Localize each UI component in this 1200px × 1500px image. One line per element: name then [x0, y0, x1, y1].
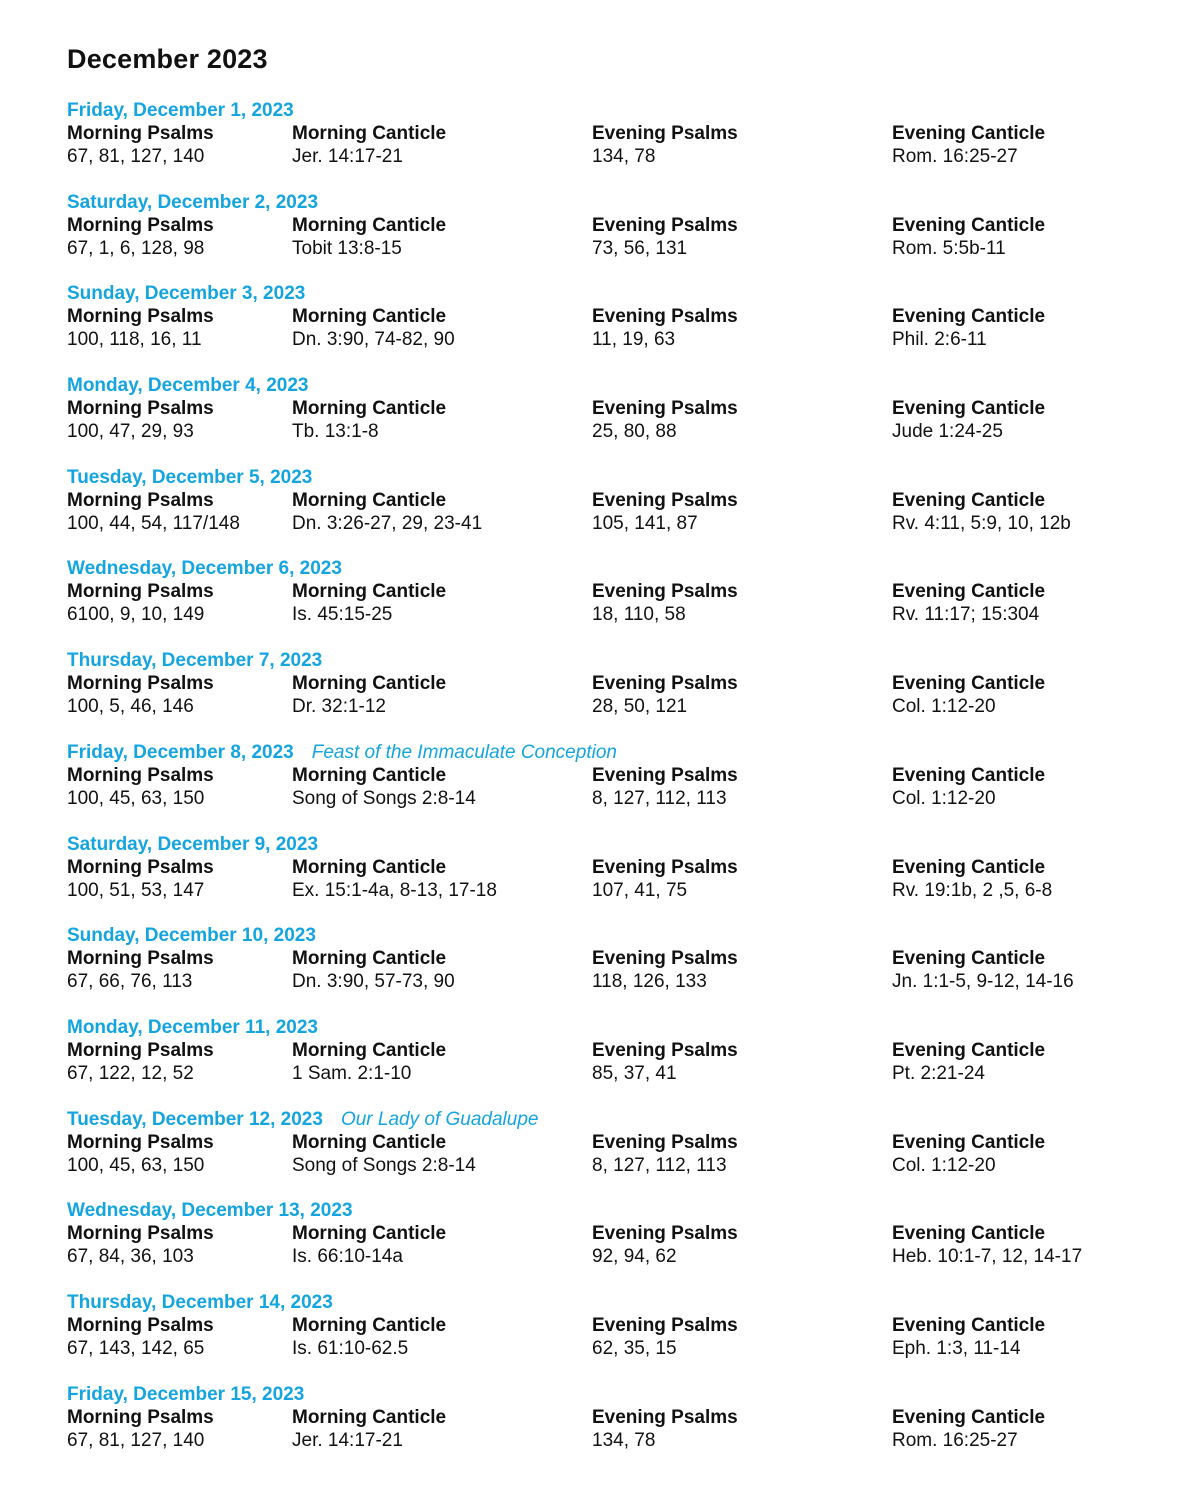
evening-psalms-label: Evening Psalms — [592, 673, 738, 695]
evening-psalms-label: Evening Psalms — [592, 1223, 738, 1245]
evening-psalms-label: Evening Psalms — [592, 764, 738, 786]
day-entry — [67, 742, 1177, 834]
day-entry — [67, 283, 1177, 375]
morning-canticle-label: Morning Canticle — [292, 948, 447, 970]
evening-psalms-value: 62, 35, 15 — [592, 1337, 677, 1359]
morning-psalms-value: 6100, 9, 10, 149 — [67, 604, 205, 626]
day-entry — [67, 1017, 1177, 1109]
morning-psalms-label: Morning Psalms — [67, 1314, 214, 1336]
morning-canticle-label: Morning Canticle — [292, 214, 447, 236]
evening-canticle-value: Rv. 11:17; 15:304 — [892, 604, 1040, 626]
evening-psalms-label: Evening Psalms — [592, 214, 738, 236]
column-labels — [67, 1040, 1177, 1063]
evening-psalms-value: 105, 141, 87 — [592, 512, 698, 534]
date-line — [67, 1200, 1177, 1223]
evening-psalms-label: Evening Psalms — [592, 1039, 738, 1061]
date-line — [67, 467, 1177, 490]
date-line — [67, 375, 1177, 398]
day-entry — [67, 100, 1177, 192]
day-entry — [67, 467, 1177, 559]
day-date: Friday, December 8, 2023 — [67, 741, 294, 763]
morning-psalms-label: Morning Psalms — [67, 214, 214, 236]
date-line — [67, 834, 1177, 857]
column-labels — [67, 398, 1177, 421]
evening-psalms-label: Evening Psalms — [592, 1131, 738, 1153]
feast-name: Our Lady of Guadalupe — [340, 1108, 539, 1130]
morning-psalms-value: 67, 84, 36, 103 — [67, 1246, 194, 1268]
evening-canticle-value: Heb. 10:1-7, 12, 14-17 — [892, 1246, 1083, 1268]
evening-canticle-value: Rom. 16:25-27 — [892, 146, 1018, 167]
day-entries-list — [67, 100, 1177, 1475]
column-labels — [67, 123, 1177, 146]
column-labels — [67, 1132, 1177, 1155]
reading-values — [67, 604, 1177, 627]
evening-canticle-label: Evening Canticle — [892, 1314, 1046, 1336]
evening-psalms-value: 8, 127, 112, 113 — [592, 787, 727, 809]
morning-canticle-label: Morning Canticle — [292, 489, 447, 511]
day-entry — [67, 1109, 1177, 1201]
reading-values — [67, 1155, 1177, 1178]
column-labels — [67, 948, 1177, 971]
evening-psalms-label: Evening Psalms — [592, 398, 738, 420]
day-entry — [67, 192, 1177, 284]
reading-values — [67, 788, 1177, 811]
evening-psalms-label: Evening Psalms — [592, 123, 738, 144]
morning-psalms-value: 100, 45, 63, 150 — [67, 787, 205, 809]
day-date: Wednesday, December 6, 2023 — [67, 558, 342, 580]
evening-canticle-label: Evening Canticle — [892, 1039, 1046, 1061]
day-date: Thursday, December 14, 2023 — [67, 1291, 333, 1313]
morning-canticle-value: Song of Songs 2:8-14 — [292, 787, 476, 809]
morning-psalms-value: 67, 81, 127, 140 — [67, 1429, 205, 1451]
morning-psalms-value: 67, 1, 6, 128, 98 — [67, 237, 205, 259]
evening-canticle-label: Evening Canticle — [892, 123, 1046, 144]
day-entry — [67, 925, 1177, 1017]
reading-values — [67, 146, 1177, 169]
evening-canticle-label: Evening Canticle — [892, 1131, 1046, 1153]
reading-values — [67, 696, 1177, 719]
date-line — [67, 1109, 1177, 1132]
morning-psalms-label: Morning Psalms — [67, 1039, 214, 1061]
evening-psalms-label: Evening Psalms — [592, 1314, 738, 1336]
evening-canticle-label: Evening Canticle — [892, 948, 1046, 970]
day-date: Saturday, December 2, 2023 — [67, 191, 319, 213]
column-labels — [67, 215, 1177, 238]
reading-values — [67, 971, 1177, 994]
morning-canticle-label: Morning Canticle — [292, 1314, 447, 1336]
evening-psalms-value: 118, 126, 133 — [592, 971, 707, 993]
morning-psalms-label: Morning Psalms — [67, 1223, 214, 1245]
column-labels — [67, 1315, 1177, 1338]
evening-canticle-value: Jn. 1:1-5, 9-12, 14-16 — [892, 971, 1074, 993]
reading-values — [67, 1430, 1177, 1453]
morning-canticle-value: Dr. 32:1-12 — [292, 696, 386, 718]
morning-canticle-value: Ex. 15:1-4a, 8-13, 17-18 — [292, 879, 497, 901]
column-labels — [67, 765, 1177, 788]
day-date: Thursday, December 7, 2023 — [67, 650, 323, 672]
evening-canticle-value: Phil. 2:6-11 — [892, 329, 987, 351]
reading-values — [67, 1338, 1177, 1361]
evening-psalms-label: Evening Psalms — [592, 306, 738, 328]
day-entry — [67, 650, 1177, 742]
date-line — [67, 558, 1177, 581]
day-date: Monday, December 4, 2023 — [67, 375, 309, 397]
column-labels — [67, 1223, 1177, 1246]
reading-values — [67, 238, 1177, 261]
morning-canticle-value: Jer. 14:17-21 — [292, 1429, 403, 1451]
evening-canticle-value: Rom. 5:5b-11 — [892, 237, 1006, 259]
evening-canticle-value: Rv. 19:1b, 2 ,5, 6-8 — [892, 879, 1053, 901]
morning-psalms-value: 100, 118, 16, 11 — [67, 329, 202, 351]
reading-values — [67, 880, 1177, 903]
morning-canticle-value: Is. 45:15-25 — [292, 604, 393, 626]
date-line — [67, 925, 1177, 948]
day-date: Friday, December 1, 2023 — [67, 100, 294, 121]
day-entry — [67, 834, 1177, 926]
date-line — [67, 742, 1177, 765]
evening-psalms-value: 25, 80, 88 — [592, 421, 677, 443]
evening-psalms-value: 73, 56, 131 — [592, 237, 688, 259]
evening-psalms-label: Evening Psalms — [592, 948, 738, 970]
day-date: Wednesday, December 13, 2023 — [67, 1200, 353, 1222]
evening-canticle-value: Jude 1:24-25 — [892, 421, 1003, 443]
morning-psalms-label: Morning Psalms — [67, 581, 214, 603]
morning-canticle-value: Dn. 3:90, 57-73, 90 — [292, 971, 455, 993]
evening-canticle-label: Evening Canticle — [892, 581, 1046, 603]
day-date: Sunday, December 10, 2023 — [67, 925, 316, 947]
morning-canticle-value: 1 Sam. 2:1-10 — [292, 1062, 412, 1084]
morning-canticle-label: Morning Canticle — [292, 306, 447, 328]
morning-psalms-label: Morning Psalms — [67, 1406, 214, 1428]
evening-psalms-label: Evening Psalms — [592, 489, 738, 511]
morning-canticle-label: Morning Canticle — [292, 1223, 447, 1245]
evening-canticle-label: Evening Canticle — [892, 214, 1046, 236]
evening-canticle-label: Evening Canticle — [892, 673, 1046, 695]
morning-psalms-label: Morning Psalms — [67, 489, 214, 511]
evening-canticle-label: Evening Canticle — [892, 1406, 1046, 1428]
reading-values — [67, 1063, 1177, 1086]
column-labels — [67, 673, 1177, 696]
evening-canticle-label: Evening Canticle — [892, 306, 1046, 328]
feast-name: Feast of the Immaculate Conception — [311, 741, 617, 763]
column-labels — [67, 306, 1177, 329]
page-title: December 2023 — [67, 44, 268, 74]
evening-canticle-value: Col. 1:12-20 — [892, 787, 996, 809]
evening-canticle-label: Evening Canticle — [892, 764, 1046, 786]
day-date: Sunday, December 3, 2023 — [67, 283, 306, 305]
morning-canticle-value: Tobit 13:8-15 — [292, 237, 402, 259]
morning-canticle-value: Tb. 13:1-8 — [292, 421, 379, 443]
evening-canticle-value: Rv. 4:11, 5:9, 10, 12b — [892, 512, 1071, 534]
date-line — [67, 283, 1177, 306]
evening-psalms-value: 18, 110, 58 — [592, 604, 686, 626]
morning-psalms-value: 100, 44, 54, 117/148 — [67, 512, 240, 534]
morning-psalms-value: 100, 51, 53, 147 — [67, 879, 205, 901]
morning-psalms-label: Morning Psalms — [67, 764, 214, 786]
evening-psalms-value: 28, 50, 121 — [592, 696, 688, 718]
morning-canticle-value: Jer. 14:17-21 — [292, 146, 403, 167]
evening-canticle-label: Evening Canticle — [892, 398, 1046, 420]
morning-psalms-value: 67, 143, 142, 65 — [67, 1337, 205, 1359]
evening-psalms-label: Evening Psalms — [592, 1406, 738, 1428]
evening-psalms-value: 85, 37, 41 — [592, 1062, 677, 1084]
evening-canticle-value: Col. 1:12-20 — [892, 1154, 996, 1176]
reading-values — [67, 329, 1177, 352]
evening-psalms-value: 107, 41, 75 — [592, 879, 688, 901]
date-line — [67, 100, 1177, 123]
morning-psalms-value: 67, 81, 127, 140 — [67, 146, 205, 167]
morning-canticle-label: Morning Canticle — [292, 1131, 447, 1153]
column-labels — [67, 1407, 1177, 1430]
evening-psalms-label: Evening Psalms — [592, 581, 738, 603]
morning-psalms-label: Morning Psalms — [67, 306, 214, 328]
morning-canticle-label: Morning Canticle — [292, 1039, 447, 1061]
morning-psalms-value: 67, 122, 12, 52 — [67, 1062, 194, 1084]
morning-psalms-label: Morning Psalms — [67, 948, 214, 970]
morning-psalms-label: Morning Psalms — [67, 123, 214, 144]
morning-canticle-value: Dn. 3:90, 74-82, 90 — [292, 329, 455, 351]
reading-values — [67, 421, 1177, 444]
day-date: Friday, December 15, 2023 — [67, 1383, 305, 1405]
evening-psalms-label: Evening Psalms — [592, 856, 738, 878]
day-entry — [67, 375, 1177, 467]
day-entry — [67, 558, 1177, 650]
day-date: Monday, December 11, 2023 — [67, 1016, 318, 1038]
morning-canticle-value: Is. 66:10-14a — [292, 1246, 403, 1268]
date-line — [67, 192, 1177, 215]
morning-psalms-label: Morning Psalms — [67, 398, 214, 420]
evening-psalms-value: 134, 78 — [592, 146, 656, 167]
evening-canticle-value: Rom. 16:25-27 — [892, 1429, 1018, 1451]
date-line — [67, 1017, 1177, 1040]
morning-canticle-label: Morning Canticle — [292, 398, 447, 420]
column-labels — [67, 857, 1177, 880]
day-entry — [67, 1200, 1177, 1292]
morning-canticle-value: Is. 61:10-62.5 — [292, 1337, 409, 1359]
evening-canticle-value: Pt. 2:21-24 — [892, 1062, 985, 1084]
evening-psalms-value: 8, 127, 112, 113 — [592, 1154, 727, 1176]
morning-psalms-label: Morning Psalms — [67, 673, 214, 695]
day-date: Tuesday, December 5, 2023 — [67, 466, 313, 488]
day-date: Tuesday, December 12, 2023 — [67, 1108, 323, 1130]
evening-canticle-value: Col. 1:12-20 — [892, 696, 996, 718]
morning-canticle-label: Morning Canticle — [292, 581, 447, 603]
column-labels — [67, 490, 1177, 513]
day-date: Saturday, December 9, 2023 — [67, 833, 319, 855]
evening-psalms-value: 134, 78 — [592, 1429, 656, 1451]
morning-canticle-label: Morning Canticle — [292, 123, 447, 144]
morning-psalms-value: 67, 66, 76, 113 — [67, 971, 193, 993]
reading-values — [67, 1246, 1177, 1269]
date-line — [67, 650, 1177, 673]
morning-psalms-label: Morning Psalms — [67, 1131, 214, 1153]
morning-psalms-value: 100, 47, 29, 93 — [67, 421, 194, 443]
evening-psalms-value: 11, 19, 63 — [592, 329, 676, 351]
evening-canticle-label: Evening Canticle — [892, 489, 1046, 511]
morning-psalms-value: 100, 5, 46, 146 — [67, 696, 194, 718]
column-labels — [67, 581, 1177, 604]
morning-psalms-label: Morning Psalms — [67, 856, 214, 878]
date-line — [67, 1384, 1177, 1407]
evening-canticle-label: Evening Canticle — [892, 856, 1046, 878]
date-line — [67, 1292, 1177, 1315]
morning-canticle-value: Dn. 3:26-27, 29, 23-41 — [292, 512, 483, 534]
morning-psalms-value: 100, 45, 63, 150 — [67, 1154, 205, 1176]
evening-canticle-value: Eph. 1:3, 11-14 — [892, 1337, 1021, 1359]
reading-values — [67, 513, 1177, 536]
day-entry — [67, 1384, 1177, 1476]
morning-canticle-label: Morning Canticle — [292, 856, 447, 878]
morning-canticle-label: Morning Canticle — [292, 764, 447, 786]
morning-canticle-value: Song of Songs 2:8-14 — [292, 1154, 476, 1176]
evening-psalms-value: 92, 94, 62 — [592, 1246, 677, 1268]
morning-canticle-label: Morning Canticle — [292, 673, 447, 695]
evening-canticle-label: Evening Canticle — [892, 1223, 1046, 1245]
morning-canticle-label: Morning Canticle — [292, 1406, 447, 1428]
day-entry — [67, 1292, 1177, 1384]
